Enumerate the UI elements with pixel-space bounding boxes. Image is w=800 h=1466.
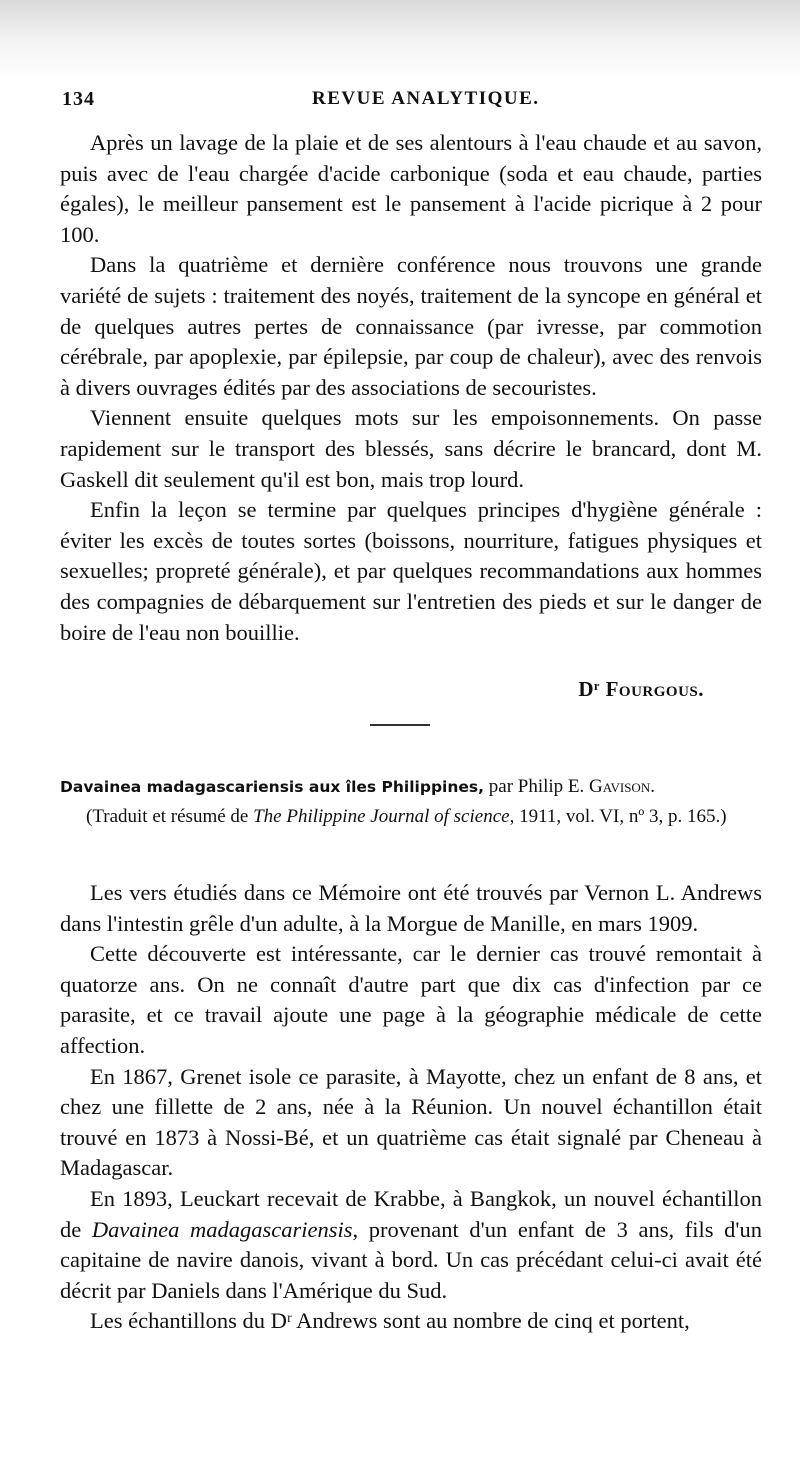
article-author: Gavison. [589,776,655,797]
article-title: Davainea madagascariensis aux îles Philippines, [60,778,485,796]
page-number: 134 [62,88,95,110]
article-by: par Philip E. [484,776,590,797]
article-source [60,802,762,831]
paragraph: Dans la quatrième et dernière conférence nous trouvons une grande variété de sujets : traitement des noyés, traitement de la syncope en général et de quelques autres pertes de connaissance (par ivresse, par commotion cérébrale, par apoplexie, par épilepsie, par coup de chaleur), avec des renvois à divers ouvrages édités par des associations de secouristes. [60,252,762,400]
page-header [62,88,762,118]
running-title: REVUE ANALYTIQUE. [312,88,540,109]
review-continuation [60,128,762,648]
article-body [60,878,762,1337]
article-heading [60,772,762,831]
journal-name: The Philippine Journal of science [253,806,510,827]
paragraph: Les échantillons du Dʳ Andrews sont au nombre de cinq et portent, [90,1308,690,1334]
signature-title: Dʳ [578,677,600,701]
source-suffix: , 1911, vol. VI, nº 3, p. 165.) [509,806,727,827]
species-name: Davainea madagascariensis [91,1216,353,1242]
paragraph-text: En 1893, Leuckart recevait de Krabbe, à Bangkok, un nouvel échantillon de [60,1185,762,1242]
paragraph: Après un lavage de la plaie et de ses alentours à l'eau chaude et au savon, puis avec de l'eau chargée d'acide carbonique (soda et eau chaude, parties égales), le meilleur pansement est le pansement à l'acide picrique à 2 pour 100. [60,130,762,247]
signature-name: Fourgous. [605,677,704,701]
paragraph: Les vers étudiés dans ce Mémoire ont été trouvés par Vernon L. Andrews dans l'intestin grêle d'un adulte, à la Morgue de Manille, en mars 1909. [60,880,762,936]
author-signature [578,677,704,702]
paragraph: Viennent ensuite quelques mots sur les empoisonnements. On passe rapidement sur le transport des blessés, sans décrire le brancard, dont M. Gaskell dit seulement qu'il est bon, mais trop lourd. [60,405,762,492]
paragraph: Enfin la leçon se termine par quelques principes d'hygiène générale : éviter les excès de toutes sortes (boissons, nourriture, fatigues physiques et sexuelles; propreté générale), et par quelques recommandations aux hommes des compagnies de débarquement sur l'entretien des pieds et sur le danger de boire de l'eau non bouillie. [60,497,762,645]
paragraph [60,1184,762,1306]
source-prefix: (Traduit et résumé de [86,806,254,827]
section-separator [370,724,430,726]
paragraph-text: , provenant d'un enfant de 3 ans, fils d'un capitaine de navire danois, vivant à bord. Un cas précédant celui-ci avait été décrit par Daniels dans l'Amérique du Sud. [60,1216,762,1303]
paragraph: En 1867, Grenet isole ce parasite, à Mayotte, chez un enfant de 8 ans, et chez une fillette de 2 ans, née à la Réunion. Un nouvel échantillon était trouvé en 1873 à Nossi-Bé, et un quatrième cas était signalé par Cheneau à Madagascar. [60,1063,762,1181]
paragraph: Cette découverte est intéressante, car le dernier cas trouvé remontait à quatorze ans. On ne connaît d'autre part que dix cas d'infection par ce parasite, et ce travail ajoute une page à la géographie médicale de cette affection. [60,941,762,1058]
